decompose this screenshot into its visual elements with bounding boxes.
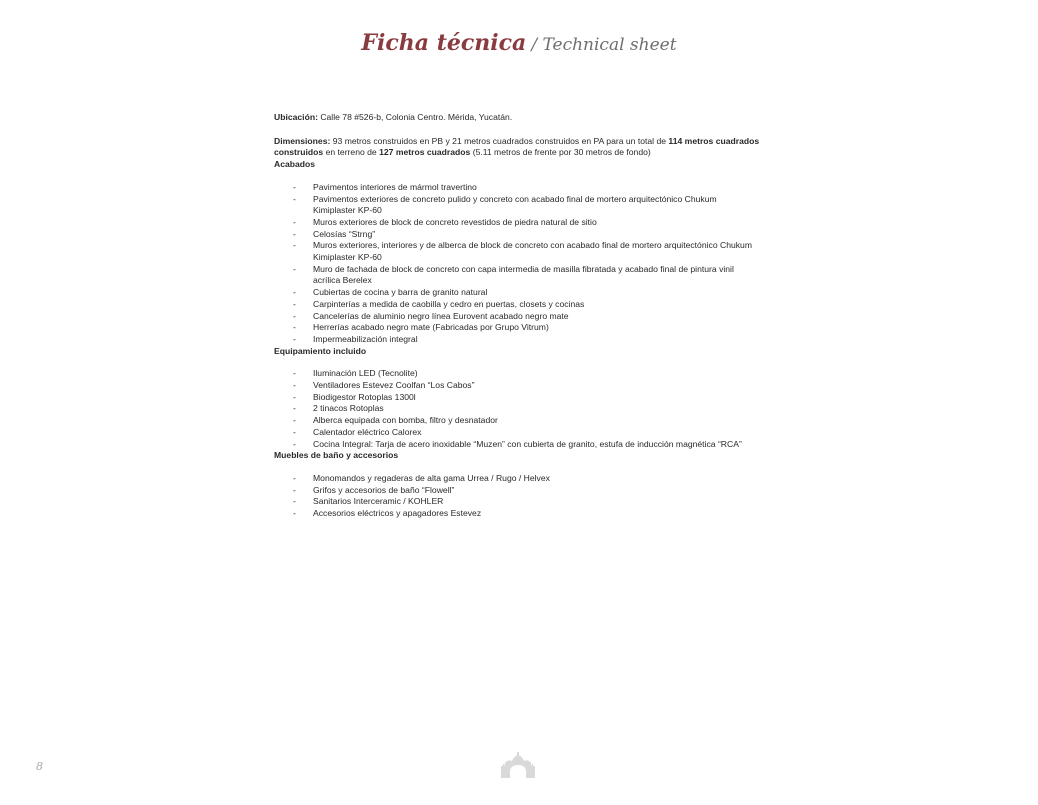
list-bullet: - (293, 508, 296, 519)
equipment-item (274, 415, 760, 427)
finishes-heading: Acabados (274, 159, 316, 170)
list-bullet: - (293, 310, 296, 321)
list-bullet: - (293, 426, 296, 437)
list-bullet: - (293, 298, 296, 309)
list-bullet: - (293, 287, 296, 298)
list-bullet: - (293, 472, 296, 483)
equipment-item (274, 392, 760, 404)
finishes-item (274, 217, 760, 229)
title-main: Ficha técnica (361, 30, 527, 56)
list-bullet: - (293, 484, 296, 495)
finishes-item-text: Pavimentos exteriores de concreto pulido y concreto con acabado final de mortero arquitectónico Chukum Kimiplaster KP-60 (313, 193, 717, 216)
list-bullet: - (293, 403, 296, 414)
finishes-item-text: Carpinterías a medida de caobilla y cedro en puertas, closets y cocinas (313, 298, 585, 309)
finishes-item (274, 182, 760, 194)
list-bullet: - (293, 496, 296, 507)
finishes-item (274, 287, 760, 299)
list-bullet: - (293, 228, 296, 239)
finishes-item-text: Muro de fachada de block de concreto con capa intermedia de masilla fibratada y acabado final de pintura vinil acrílica Berelex (313, 263, 734, 286)
bathroom-item-text: Accesorios eléctricos y apagadores Estevez (313, 508, 482, 519)
bathroom-item-text: Grifos y accesorios de baño “Flowell” (313, 484, 455, 495)
equipment-item-text: Calentador eléctrico Calorex (313, 426, 422, 437)
bathroom-item-text: Sanitarios Interceramic / KOHLER (313, 496, 444, 507)
equipment-item (274, 439, 760, 451)
equipment-item-text: Ventiladores Estevez Coolfan “Los Cabos” (313, 380, 475, 391)
finishes-item (274, 299, 760, 311)
finishes-item-text: Muros exteriores de block de concreto revestidos de piedra natural de sitio (313, 216, 597, 227)
finishes-item-text: Herrerías acabado negro mate (Fabricadas por Grupo Vitrum) (313, 322, 549, 333)
finishes-item-text: Cubiertas de cocina y barra de granito natural (313, 287, 488, 298)
equipment-item-text: Iluminación LED (Tecnolite) (313, 368, 418, 379)
location-label: Ubicación: (274, 112, 318, 122)
equipment-list (274, 368, 760, 450)
equipment-heading: Equipamiento incluido (274, 345, 367, 356)
list-bullet: - (293, 391, 296, 402)
location-text: Calle 78 #526-b, Colonia Centro. Mérida, Yucatán. (317, 112, 513, 122)
dimensions-text-3: (5.11 metros de frente por 30 metros de fondo) (470, 147, 651, 158)
finishes-item (274, 334, 760, 346)
arch-logo-icon (500, 752, 536, 778)
bathroom-heading: Muebles de baño y accesorios (274, 450, 399, 461)
list-bullet: - (293, 322, 296, 333)
equipment-item-text: 2 tinacos Rotoplas (313, 403, 384, 414)
page-title (0, 30, 1038, 56)
bathroom-item-text: Monomandos y regaderas de alta gama Urrea / Rugo / Helvex (313, 472, 550, 483)
technical-sheet-content (274, 112, 760, 520)
list-bullet: - (293, 415, 296, 426)
title-subtitle: / Technical sheet (531, 35, 677, 55)
bathroom-list (274, 473, 760, 520)
dimensions-label: Dimensiones: (274, 135, 331, 146)
equipment-item (274, 368, 760, 380)
finishes-item-text: Pavimentos interiores de mármol travertino (313, 181, 477, 192)
finishes-item (274, 229, 760, 241)
equipment-item (274, 380, 760, 392)
equipment-item-text: Biodigestor Rotoplas 1300l (313, 391, 416, 402)
bathroom-item (274, 473, 760, 485)
finishes-item (274, 322, 760, 334)
finishes-list (274, 182, 760, 346)
bathroom-item (274, 485, 760, 497)
finishes-item-text: Impermeabilización integral (313, 333, 418, 344)
list-bullet: - (293, 263, 296, 274)
dimensions-text-2: en terreno de (323, 147, 380, 158)
finishes-item (274, 240, 760, 263)
bathroom-item (274, 496, 760, 508)
list-bullet: - (293, 240, 296, 251)
bathroom-item (274, 508, 760, 520)
page-number: 8 (36, 760, 43, 773)
finishes-item-text: Cancelerías de aluminio negro línea Eurovent acabado negro mate (313, 310, 569, 321)
equipment-item-text: Alberca equipada con bomba, filtro y desnatador (313, 415, 498, 426)
list-bullet: - (293, 333, 296, 344)
dimensions-lot-area: 127 metros cuadrados (379, 147, 471, 158)
finishes-item (274, 311, 760, 323)
finishes-item-text: Muros exteriores, interiores y de alberca de block de concreto con acabado final de mortero arquitectónico Chukum Kimiplaster KP-60 (313, 240, 752, 263)
location-paragraph (274, 112, 760, 124)
equipment-item-text: Cocina Integral: Tarja de acero inoxidable “Muzen” con cubierta de granito, estufa de inducción magnética “RCA” (313, 438, 742, 449)
dimensions-paragraph (274, 136, 760, 159)
dimensions-text-1: 93 metros construidos en PB y 21 metros cuadrados construidos en PA para un total de (330, 135, 669, 146)
list-bullet: - (293, 438, 296, 449)
finishes-item (274, 194, 760, 217)
equipment-item (274, 427, 760, 439)
list-bullet: - (293, 368, 296, 379)
list-bullet: - (293, 380, 296, 391)
list-bullet: - (293, 216, 296, 227)
dimensions-total-built: 114 metros cuadrados construidos (274, 135, 760, 158)
equipment-item (274, 403, 760, 415)
finishes-item-text: Celosías “Strng” (313, 228, 376, 239)
list-bullet: - (293, 193, 296, 204)
finishes-item (274, 264, 760, 287)
list-bullet: - (293, 181, 296, 192)
